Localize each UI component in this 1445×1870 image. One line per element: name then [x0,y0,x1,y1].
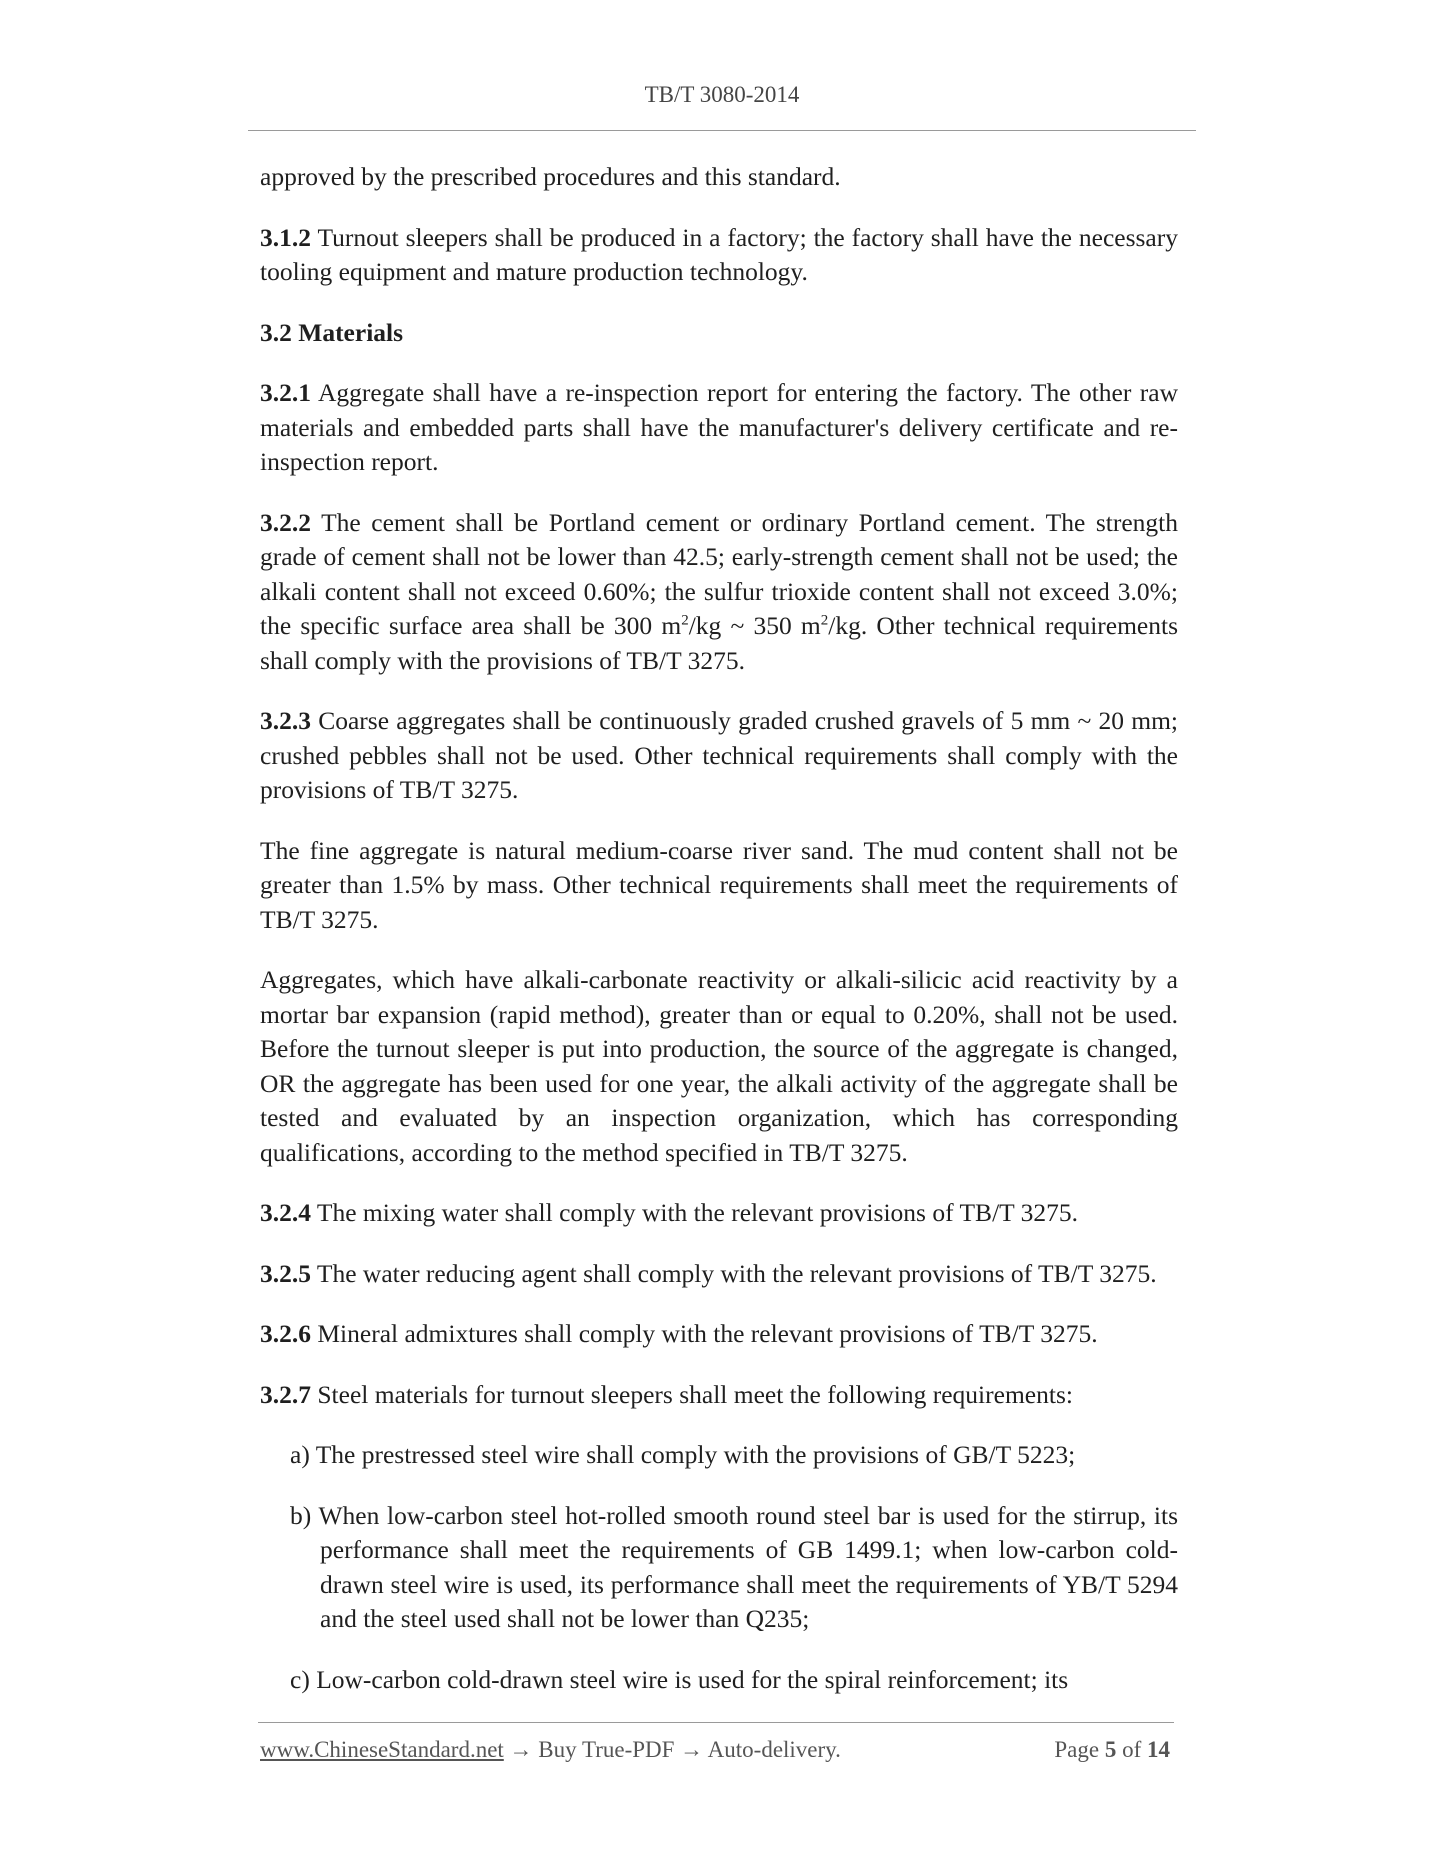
footer-promo-text: → Buy True-PDF → Auto-delivery. [503,1737,841,1762]
list-text: When low-carbon steel hot-rolled smooth round steel bar is used for the stirrup, its performance shall meet the requirements of GB 1499.1; when low-carbon cold-drawn steel wire is used, its performance shall meet the requirements of YB/T 5294 and the steel used shall not be lower than Q235; [311,1500,1178,1633]
paragraph-aggregates-reactivity: Aggregates, which have alkali-carbonate reactivity or alkali-silicic acid reactivity by a mortar bar expansion (rapid method), greater than or equal to 0.20%, shall not be used. Before the turnout sleeper is put into production, the source of the aggregate is changed, OR the aggregate has been used for one year, the alkali activity of the aggregate shall be tested and evaluated by an inspection organization, which has corresponding qualifications, according to the method specified in TB/T 3275. [260,965,1178,1167]
clause-3-2-7 [260,1378,1178,1413]
paragraph-continuation: approved by the prescribed procedures and this standard. [260,162,841,191]
of-label: of [1116,1737,1147,1762]
section-title: 3.2 Materials [260,317,404,347]
clause-number: 3.2.1 [260,378,311,407]
clause-3-2-5 [260,1257,1178,1292]
clause-text: Turnout sleepers shall be produced in a factory; the factory shall have the necessary tooling equipment and mature production technology. [260,222,1178,286]
section-heading-3-2 [260,316,1178,351]
list-text: The prestressed steel wire shall comply with the provisions of GB/T 5223; [309,1440,1076,1469]
paragraph-fine-aggregate: The fine aggregate is natural medium-coarse river sand. The mud content shall not be greater than 1.5% by mass. Other technical requirements shall meet the requirements of TB/T 3275. [260,835,1178,934]
list-label: b) [290,1500,312,1530]
clause-3-2-2 [260,506,1178,679]
clause-text: Coarse aggregates shall be continuously graded crushed gravels of 5 mm ~ 20 mm; crushed pebbles shall not be used. Other technical requirements shall comply with the provisions of TB/T 3275. [260,706,1178,804]
clause-3-2-3 [260,704,1178,808]
clause-text: The mixing water shall comply with the relevant provisions of TB/T 3275. [311,1198,1079,1227]
superscript: 2 [820,612,829,629]
clause-number: 3.2.5 [260,1258,311,1288]
clause-text: /kg ~ 350 m [688,611,821,640]
website-link[interactable]: www.ChineseStandard.net [260,1737,504,1762]
clause-number: 3.2.6 [260,1319,311,1348]
list-text: Low-carbon cold-drawn steel wire is used for the spiral reinforcement; its [309,1664,1069,1694]
list-label: c) [290,1664,310,1694]
list-label: a) [290,1440,310,1469]
clause-3-1-2 [260,221,1178,290]
list-item-c [290,1663,1178,1698]
clause-text: The cement shall be Portland cement or ordinary Portland cement. The strength grade of cement shall not be lower than 42.5; early-strength cement shall not be used; the alkali content shall not exceed 0.60%; the sulfur trioxide content shall not exceed 3.0%; the specific surface area shall be 300 m [260,507,1178,640]
page-label: Page [1054,1737,1105,1762]
current-page: 5 [1104,1737,1117,1762]
clause-text: The water reducing agent shall comply with the relevant provisions of TB/T 3275. [311,1258,1157,1288]
list-item-a [290,1438,1178,1473]
clause-3-2-6 [260,1317,1178,1352]
clause-text: Steel materials for turnout sleepers shall meet the following requirements: [311,1379,1073,1409]
document-body [260,160,1178,1723]
superscript: 2 [681,612,689,629]
clause-text: Aggregate shall have a re-inspection report for entering the factory. The other raw materials and embedded parts shall have the manufacturer's delivery certificate and re-inspection report. [260,378,1178,476]
clause-text: /kg. Other technical requirements shall comply with the provisions of TB/T 3275. [260,611,1178,675]
clause-number: 3.1.2 [260,222,311,252]
total-pages: 14 [1147,1737,1170,1762]
clause-number: 3.2.7 [260,1379,311,1409]
header-divider [248,130,1196,131]
list-item-b [290,1499,1178,1637]
clause-number: 3.2.4 [260,1198,311,1227]
clause-number: 3.2.3 [260,706,311,735]
document-code-header: TB/T 3080-2014 [644,82,800,107]
clause-3-2-1 [260,376,1178,480]
footer-promo [260,1737,841,1763]
clause-number: 3.2.2 [260,507,311,537]
clause-text: Mineral admixtures shall comply with the relevant provisions of TB/T 3275. [311,1319,1098,1348]
footer-divider [258,1722,1174,1723]
page-indicator [1054,1737,1170,1763]
clause-3-2-4 [260,1196,1178,1231]
